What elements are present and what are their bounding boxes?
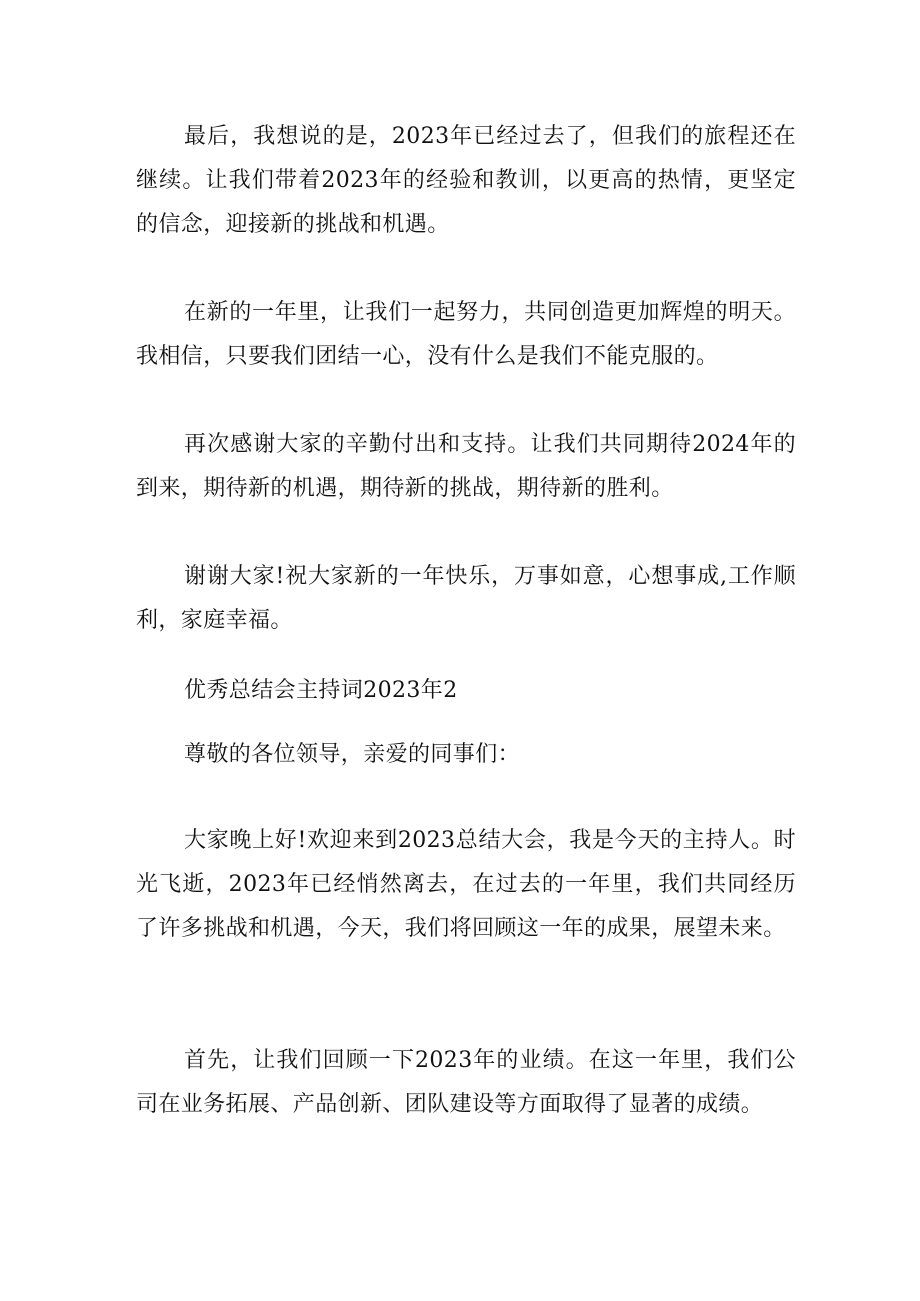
paragraph-greeting: 尊敬的各位领导，亲爱的同事们： — [184, 742, 521, 767]
paragraph-wishes: 谢谢大家!祝大家新的一年快乐，万事如意，心想事成,工作顺利，家庭幸福。 — [136, 564, 796, 633]
paragraph-closing-remarks: 最后，我想说的是，2023年已经过去了，但我们的旅程还在继续。让我们带着2023年的经验和教训，以更高的热情，更坚定的信念，迎接新的挑战和机遇。 — [136, 124, 796, 237]
paragraph-new-year-effort: 在新的一年里，让我们一起努力，共同创造更加辉煌的明天。我相信，只要我们团结一心，没有什么是我们不能克服的。 — [136, 300, 796, 369]
paragraph-thanks: 再次感谢大家的辛勤付出和支持。让我们共同期待2024年的到来，期待新的机遇，期待新的挑战，期待新的胜利。 — [136, 432, 796, 501]
paragraph-welcome: 大家晚上好!欢迎来到2023总结大会，我是今天的主持人。时光飞逝，2023年已经悄然离去，在过去的一年里，我们共同经历了许多挑战和机遇，今天，我们将回顾这一年的成果，展望未来。 — [136, 828, 796, 941]
paragraph-review-performance: 首先，让我们回顾一下2023年的业绩。在这一年里，我们公司在业务拓展、产品创新、团队建设等方面取得了显著的成绩。 — [136, 1048, 796, 1117]
section-title: 优秀总结会主持词2023年2 — [184, 678, 458, 703]
